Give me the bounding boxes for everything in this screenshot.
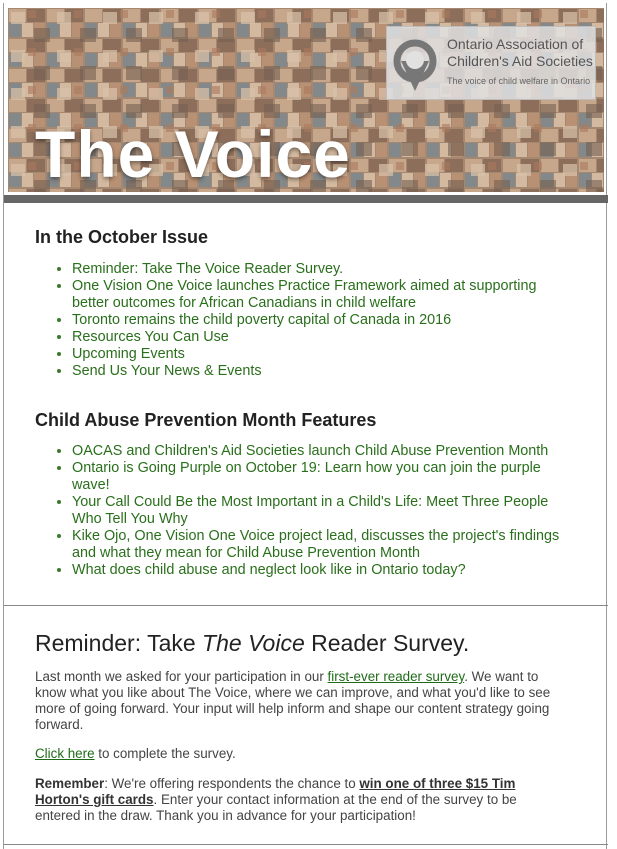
logo-name-line2: Children's Aid Societies [447,53,593,69]
list-item[interactable]: • Resources You Can Use [72,329,572,346]
survey-cta-paragraph: Click here to complete the survey. [35,746,236,761]
list-item[interactable]: • Kike Ojo, One Vision One Voice project lead, discusses the project's findings and what they mean for Child Abuse Prevention Month [72,528,572,562]
survey-intro-paragraph: Last month we asked for your participation in our first-ever reader survey. We want to know what you like about The Voice, where we can improve, and what you'd like to see more of going forward. Your input will help inform and shape our content strategy going forward. [35,669,551,732]
features-heading: Child Abuse Prevention Month Features [35,410,377,430]
logo-figure-icon [391,31,439,95]
banner-divider [4,195,608,203]
october-heading: In the October Issue [35,227,209,247]
list-item[interactable]: • Reminder: Take The Voice Reader Survey. [72,261,572,278]
list-item[interactable]: • Ontario is Going Purple on October 19: Learn how you can join the purple wave! [72,460,572,494]
list-item[interactable]: • What does child abuse and neglect look like in Ontario today? [72,562,572,579]
survey-remember-paragraph: Remember: We're offering respondents the chance to win one of three $15 Tim Horton's gift cards. Enter your contact information at the end of the survey to be entered in the draw. Thank you in advance for your participation! [35,776,517,823]
survey-title: Reminder: Take The Voice Reader Survey. [35,630,470,656]
newsletter-title: The Voice [35,117,351,191]
oacas-logo[interactable] [386,26,596,100]
list-item[interactable]: • Send Us Your News & Events [72,363,572,380]
list-item[interactable]: • OACAS and Children's Aid Societies launch Child Abuse Prevention Month [72,443,572,460]
section-divider [4,605,608,606]
list-item[interactable]: • Your Call Could Be the Most Important in a Child's Life: Meet Three People Who Tell You Why [72,494,572,528]
header-banner [8,8,604,192]
gift-card-link[interactable]: win one of three $15 Tim Horton's gift cards [35,776,516,807]
click-here-link[interactable]: Click here [35,746,95,761]
reader-survey-link[interactable]: first-ever reader survey [327,669,465,684]
list-item[interactable]: • Upcoming Events [72,346,572,363]
bottom-divider [4,844,608,845]
logo-tagline: The voice of child welfare in Ontario [447,76,591,86]
logo-name-line1: Ontario Association of [447,36,584,52]
october-list [52,261,572,380]
list-item[interactable]: • Toronto remains the child poverty capital of Canada in 2016 [72,312,572,329]
features-list [52,443,572,579]
list-item[interactable]: • One Vision One Voice launches Practice Framework aimed at supporting better outcomes for African Canadians in child welfare [72,278,572,312]
